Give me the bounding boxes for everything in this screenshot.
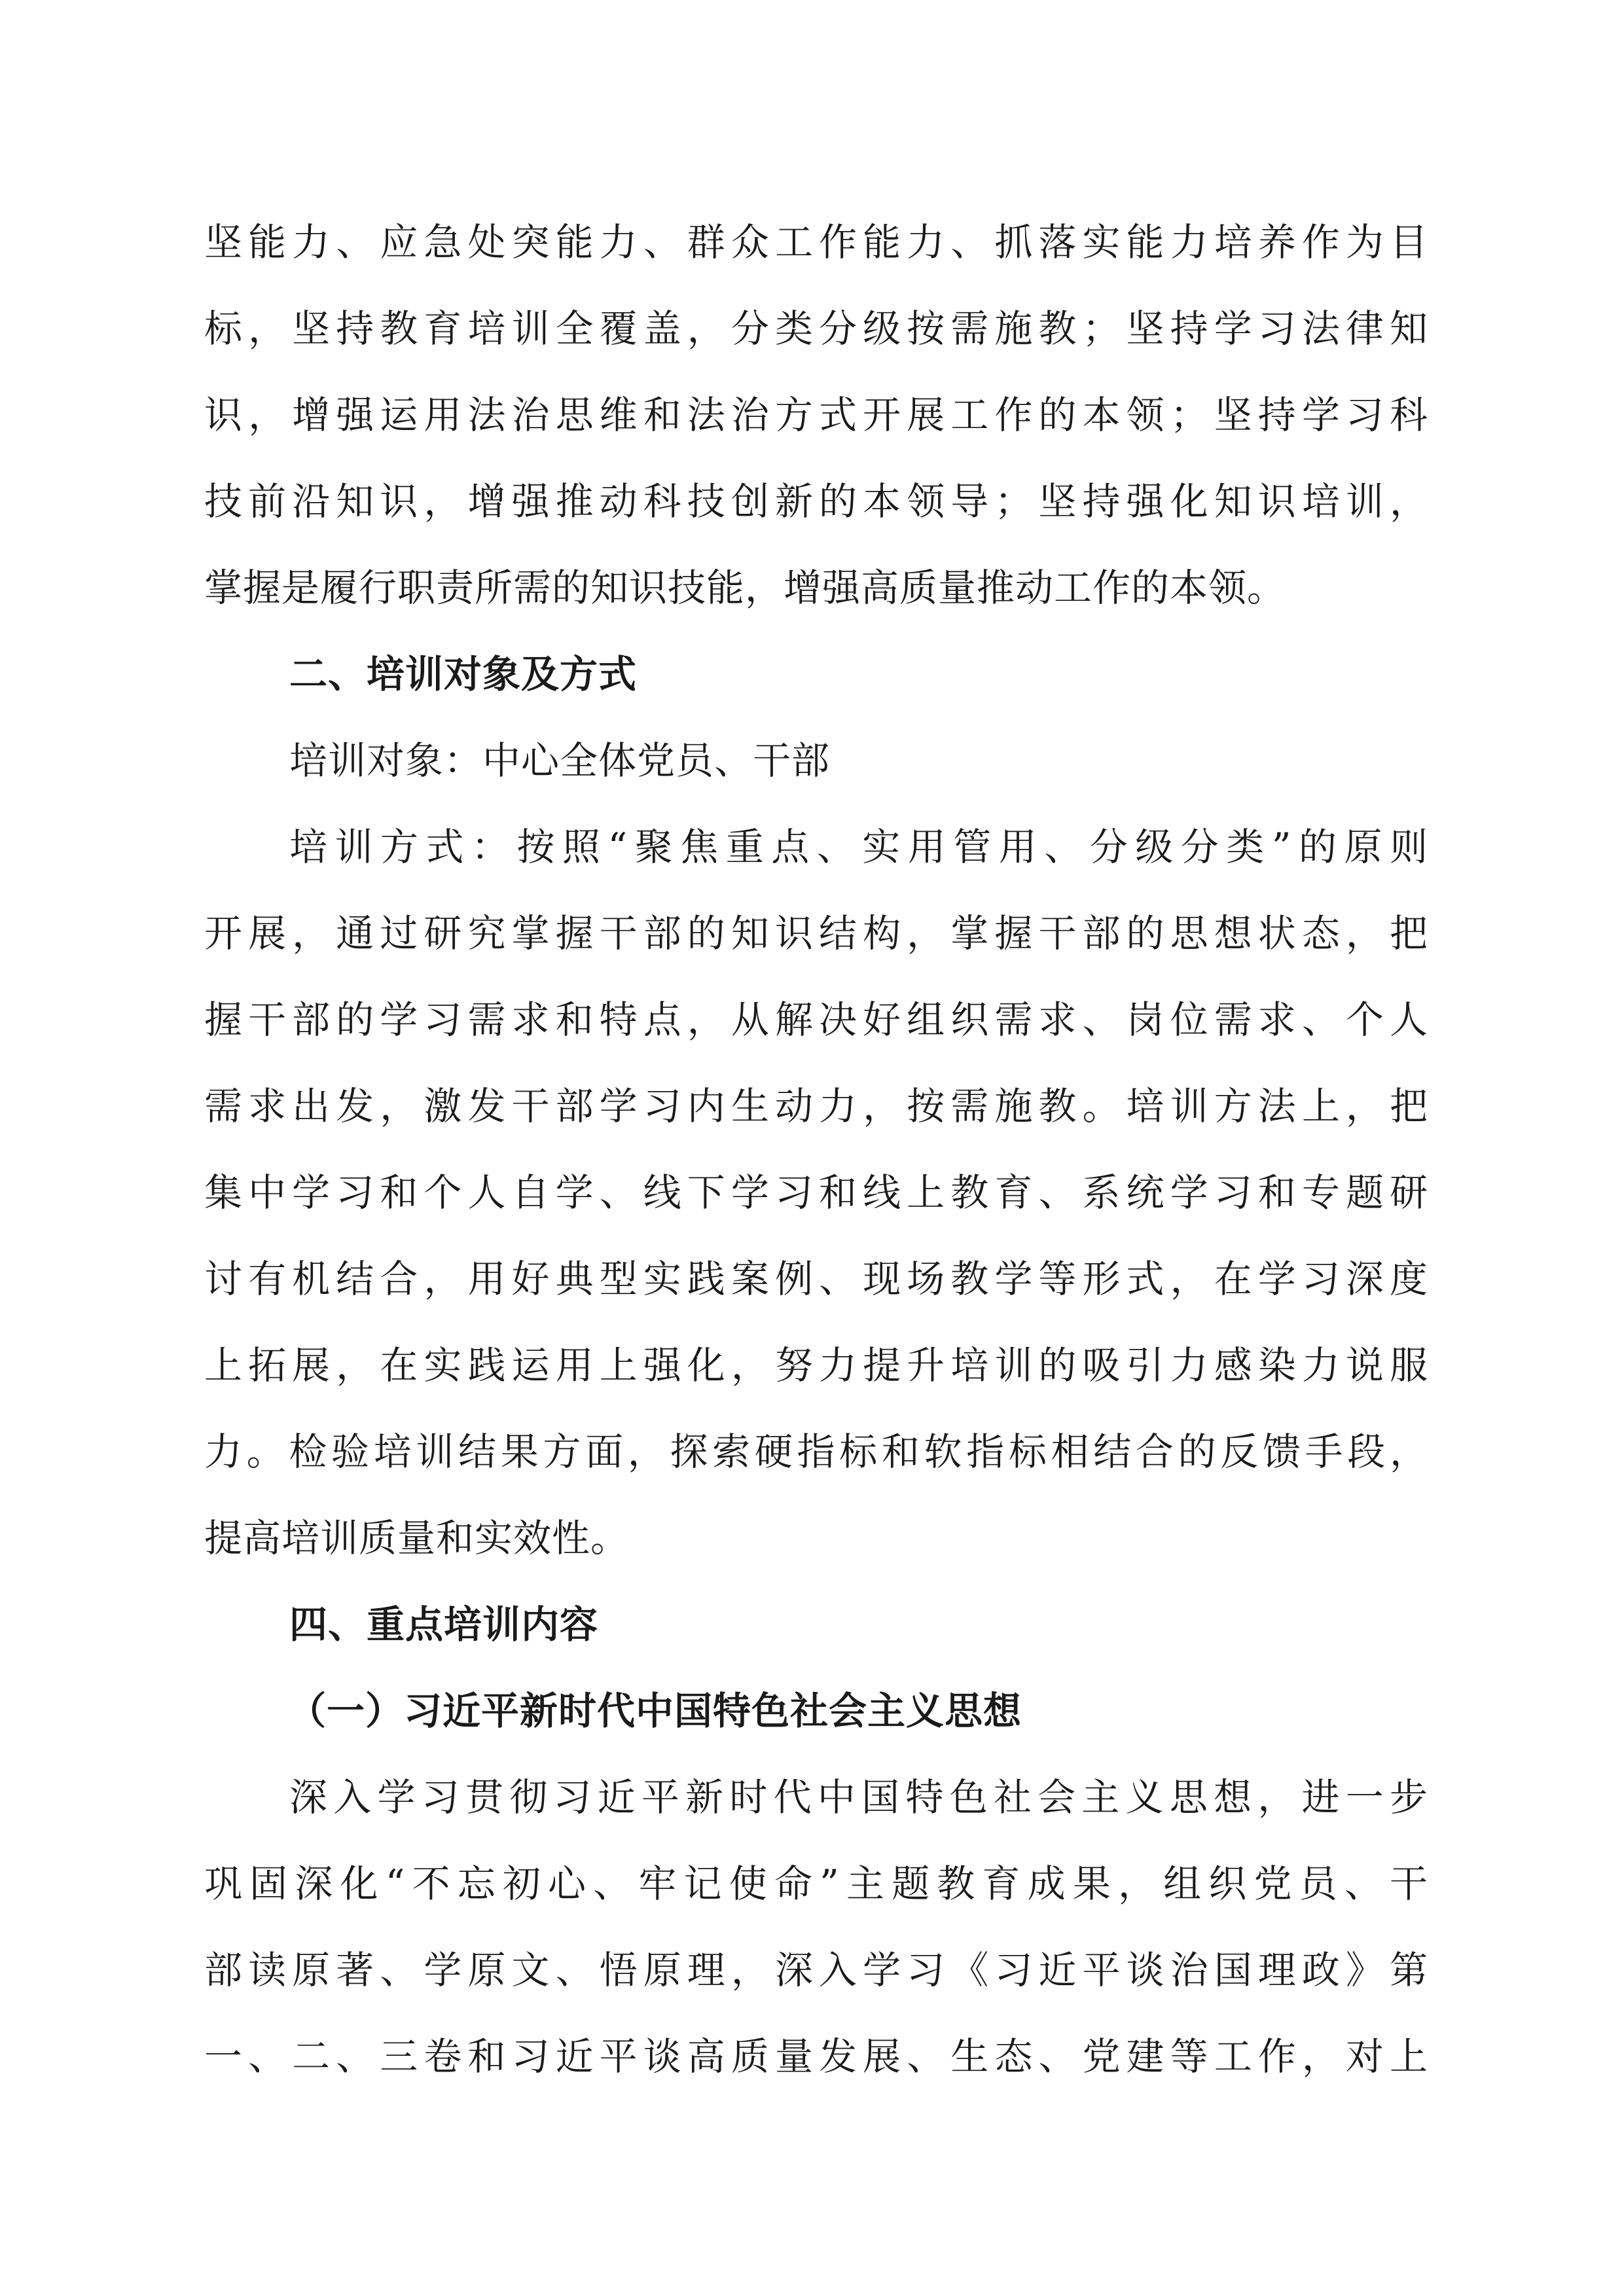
body-text-line: 讨有机结合，用好典型实践案例、现场教学等形式，在学习深度 [204,1257,1428,1301]
body-text-line: 识，增强运用法治思维和法治方式开展工作的本领；坚持学习科 [204,393,1428,437]
section-heading: 二、培训对象及方式 [289,652,638,696]
body-text-line: 力。检验培训结果方面，探索硬指标和软指标相结合的反馈手段， [204,1429,1428,1474]
body-text-line: 集中学习和个人自学、线下学习和线上教育、系统学习和专题研 [204,1170,1428,1215]
body-text-line: 培训对象：中心全体党员、干部 [289,738,831,783]
body-text-line: 标，坚持教育培训全覆盖，分类分级按需施教；坚持学习法律知 [204,306,1428,351]
body-text-line: 深入学习贯彻习近平新时代中国特色社会主义思想，进一步 [289,1775,1428,1820]
body-text-line: 掌握是履行职责所需的知识技能，增强高质量推动工作的本领。 [204,565,1286,610]
body-text-line: 需求出发，激发干部学习内生动力，按需施教。培训方法上，把 [204,1084,1428,1128]
body-text-line: 部读原著、学原文、悟原理，深入学习《习近平谈治国理政》第 [204,1948,1428,1992]
body-text-line: 提高培训质量和实效性。 [204,1516,630,1560]
body-text-line: 坚能力、应急处突能力、群众工作能力、抓落实能力培养作为目 [204,220,1428,264]
body-text-line: 开展，通过研究掌握干部的知识结构，掌握干部的思想状态，把 [204,911,1428,956]
body-text-line: 培训方式：按照“聚焦重点、实用管用、分级分类”的原则 [289,825,1428,869]
body-text-line: 上拓展，在实践运用上强化，努力提升培训的吸引力感染力说服 [204,1343,1428,1388]
body-text-line: 技前沿知识，增强推动科技创新的本领导；坚持强化知识培训， [204,479,1428,524]
subsection-heading: （一）习近平新时代中国特色社会主义思想 [288,1689,1022,1733]
body-text-line: 握干部的学习需求和特点，从解决好组织需求、岗位需求、个人 [204,997,1428,1042]
body-text-line: 一、二、三卷和习近平谈高质量发展、生态、党建等工作，对上 [204,2034,1428,2079]
body-text-line: 巩固深化“不忘初心、牢记使命”主题教育成果，组织党员、干 [204,1861,1428,1906]
section-heading: 四、重点培训内容 [289,1602,599,1647]
